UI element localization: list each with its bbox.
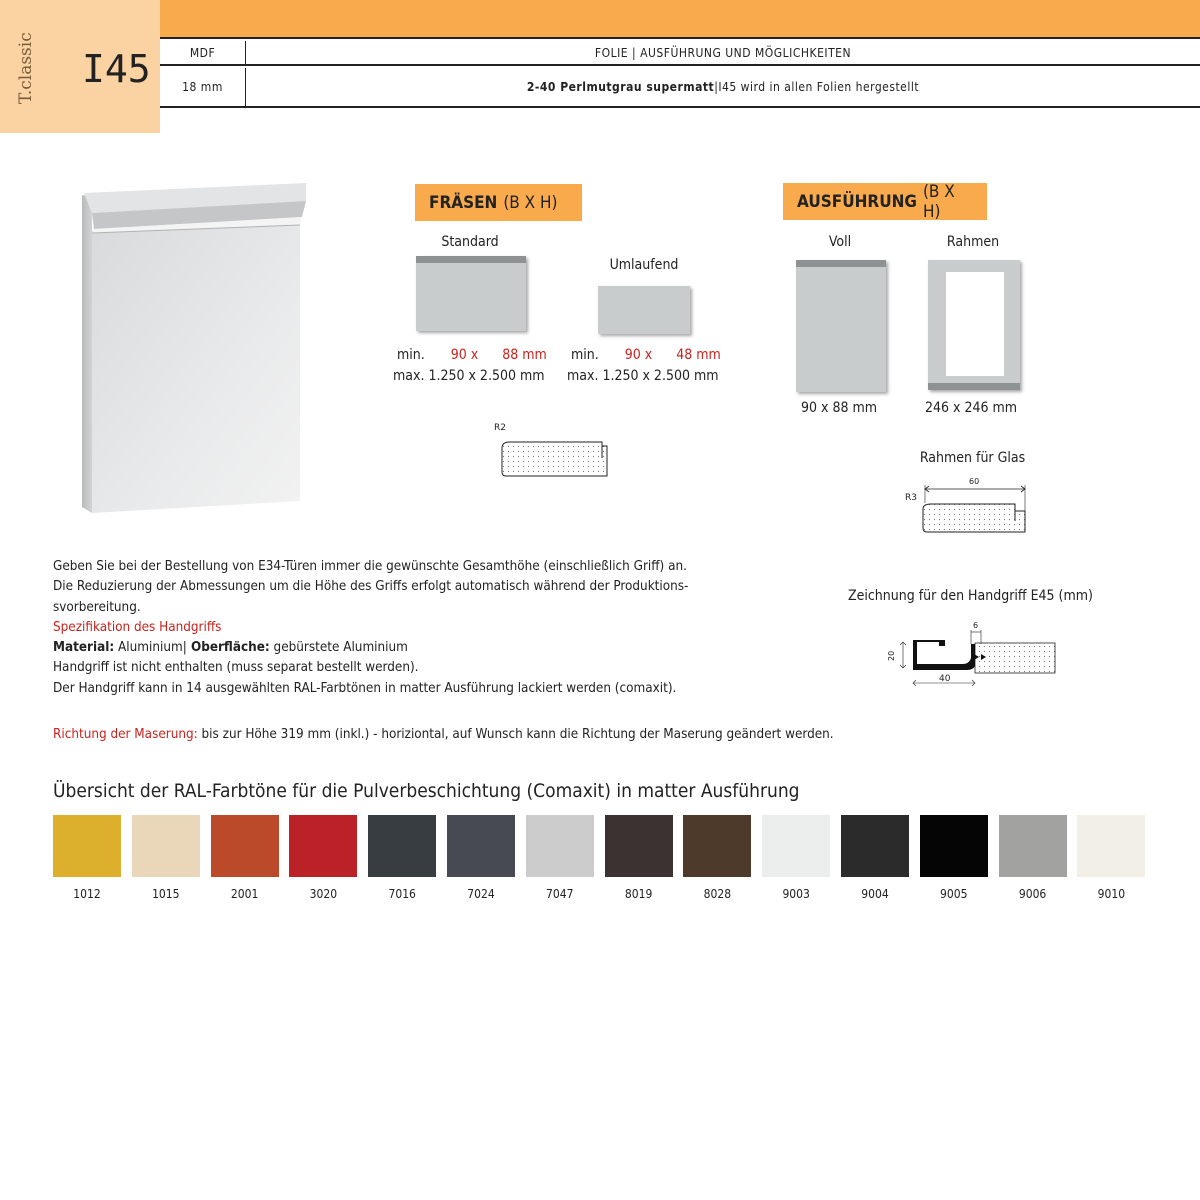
material-label: Material: [53, 640, 115, 656]
fraesen-umlaufend-swatch [598, 286, 690, 334]
ral-swatch-code: 9005 [940, 887, 968, 901]
ral-swatch-color [1077, 815, 1145, 877]
rahmen-glas-drawing [903, 473, 1033, 535]
grain-text: bis zur Höhe 319 mm (inkl.) - horiziontal, auf Wunsch kann die Richtung der Maserung geändert werden. [197, 727, 834, 742]
header-finish [246, 68, 1200, 106]
ral-swatch-color [289, 815, 357, 877]
ral-swatch-color [368, 815, 436, 877]
fraesen-umlaufend-min-w: 90 x [624, 347, 653, 363]
surface-value: gebürstete Aluminium [269, 640, 408, 656]
ral-swatch-code: 9006 [1018, 887, 1047, 901]
fraesen-standard-max: max. 1.250 x 2.500 mm [393, 368, 545, 384]
header-row-values [160, 68, 1200, 108]
fraesen-standard-swatch [416, 256, 526, 331]
ral-swatch-color [762, 815, 830, 877]
order-note-line3: svorbereitung. [53, 599, 141, 615]
header-finish-name: 2-40 Perlmutgrau supermatt [526, 80, 715, 94]
ral-swatch-code: 7016 [388, 887, 416, 901]
fraesen-tag-title: FRÄSEN [429, 192, 498, 213]
ral-swatch [999, 815, 1067, 901]
handle-ral-note: Der Handgriff kann in 14 ausgewählten RAL-Farbtönen in matter Ausführung lackiert werden (comaxit). [53, 680, 677, 696]
material-value: Aluminium| [114, 640, 187, 656]
ral-swatch-code: 2001 [230, 887, 259, 901]
header-col-material: MDF [160, 41, 246, 64]
ral-swatch-color [211, 815, 279, 877]
fraesen-standard-band [416, 256, 526, 263]
order-notes [53, 557, 753, 699]
ral-swatch-color [53, 815, 121, 877]
ral-swatch-code: 1015 [152, 887, 180, 901]
handle-material-line [53, 638, 753, 658]
rahmen-glas-label: Rahmen für Glas [919, 450, 1026, 466]
ausfuehrung-rahmen-dims: 246 x 246 mm [925, 400, 1018, 416]
ral-swatch-code: 9004 [861, 887, 889, 901]
header-col-foil: FOLIE | AUSFÜHRUNG UND MÖGLICHKEITEN [594, 45, 852, 60]
ausfuehrung-voll-label: Voll [828, 234, 852, 250]
ausfuehrung-voll-band [796, 260, 886, 267]
ausfuehrung-rahmen-band [928, 383, 1020, 390]
grain-label: Richtung der Maserung: [53, 727, 198, 742]
brand-name: T.classic [16, 32, 36, 104]
grain-direction-note [53, 727, 834, 742]
ral-swatch-code: 8019 [624, 887, 653, 901]
ral-swatch-code: 7047 [546, 887, 574, 901]
ausfuehrung-rahmen-swatch [928, 260, 1020, 390]
ral-swatch-code: 1012 [73, 887, 101, 901]
fraesen-umlaufend-min [571, 347, 721, 363]
fraesen-umlaufend-min-h: 48 mm [676, 347, 721, 363]
handle-drawing-title: Zeichnung für den Handgriff E45 (mm) [848, 588, 1093, 604]
fraesen-umlaufend-min-prefix: min. [571, 347, 599, 363]
ral-swatch [605, 815, 673, 901]
ral-swatch-color [841, 815, 909, 877]
handle-dim-width: 40 [939, 674, 951, 684]
ausfuehrung-rahmen-window [946, 272, 1004, 376]
ral-swatch-color [605, 815, 673, 877]
fraesen-standard-min [397, 347, 547, 363]
rahmen-glas-radius: R3 [905, 493, 917, 503]
ral-swatch-code: 3020 [309, 887, 338, 901]
ral-swatch-color [920, 815, 988, 877]
fraesen-umlaufend-max: max. 1.250 x 2.500 mm [567, 368, 719, 384]
ral-swatch-code: 9010 [1097, 887, 1126, 901]
ral-swatch [211, 815, 279, 901]
ral-swatch [920, 815, 988, 901]
ral-swatch [841, 815, 909, 901]
ausfuehrung-voll-swatch [796, 260, 886, 392]
order-note-line1: Geben Sie bei der Bestellung von E34-Türen immer die gewünschte Gesamthöhe (einschließlich Griff) an. [53, 559, 687, 574]
fraesen-standard-label: Standard [441, 234, 499, 250]
surface-label: Oberfläche: [186, 640, 270, 656]
handle-spec-heading: Spezifikation des Handgriffs [53, 619, 222, 635]
handle-not-included: Handgriff ist nicht enthalten (muss separat bestellt werden). [53, 660, 419, 676]
header-accent-bar [160, 0, 1200, 39]
ral-swatch [1077, 815, 1145, 901]
ral-swatch-code: 8028 [703, 887, 732, 901]
ral-color-row [53, 815, 1156, 901]
ral-swatch [526, 815, 594, 901]
ral-swatch [132, 815, 200, 901]
ral-swatch [368, 815, 436, 901]
fraesen-standard-min-prefix: min. [397, 347, 425, 363]
ausfuehrung-rahmen-label: Rahmen [946, 234, 1000, 250]
ral-swatch [683, 815, 751, 901]
profile-r2-label: R2 [494, 423, 506, 433]
ausfuehrung-tag-title: AUSFÜHRUNG [797, 191, 917, 212]
rahmen-glas-width: 60 [969, 477, 980, 486]
door-illustration [80, 183, 310, 513]
header-row-labels [160, 41, 1200, 66]
ral-swatch [762, 815, 830, 901]
ral-swatch-color [526, 815, 594, 877]
handle-dim-height: 20 [887, 650, 896, 661]
header-finish-note: |I45 wird in allen Folien hergestellt [714, 80, 920, 94]
ausfuehrung-tag-unit: (B X H) [922, 181, 955, 222]
ral-overview-title: Übersicht der RAL-Farbtöne für die Pulverbeschichtung (Comaxit) in matter Ausführung [53, 780, 800, 802]
ral-swatch [53, 815, 121, 901]
model-code: I45 [82, 47, 151, 91]
order-note-line2: Die Reduzierung der Abmessungen um die Höhe des Griffs erfolgt automatisch während der Produktions- [53, 579, 689, 595]
profile-r2-drawing [492, 420, 612, 480]
handle-dim-top: 6 [973, 621, 979, 630]
fraesen-umlaufend-label: Umlaufend [609, 257, 679, 273]
ral-swatch [289, 815, 357, 901]
fraesen-tag-unit: (B X H) [503, 192, 558, 213]
ausfuehrung-tag [783, 183, 987, 220]
header-model-block [0, 0, 160, 133]
fraesen-tag [415, 184, 582, 221]
ral-swatch-color [683, 815, 751, 877]
ral-swatch-code: 9003 [782, 887, 810, 901]
ral-swatch-color [447, 815, 515, 877]
handle-drawing [883, 620, 1063, 692]
fraesen-standard-min-h: 88 mm [502, 347, 547, 363]
fraesen-standard-min-w: 90 x [450, 347, 479, 363]
ausfuehrung-voll-dims: 90 x 88 mm [801, 400, 878, 416]
ral-swatch-color [999, 815, 1067, 877]
brand-logo [14, 32, 38, 106]
ral-swatch-color [132, 815, 200, 877]
header-thickness: 18 mm [160, 68, 246, 106]
ral-swatch-code: 7024 [467, 887, 495, 901]
ral-swatch [447, 815, 515, 901]
